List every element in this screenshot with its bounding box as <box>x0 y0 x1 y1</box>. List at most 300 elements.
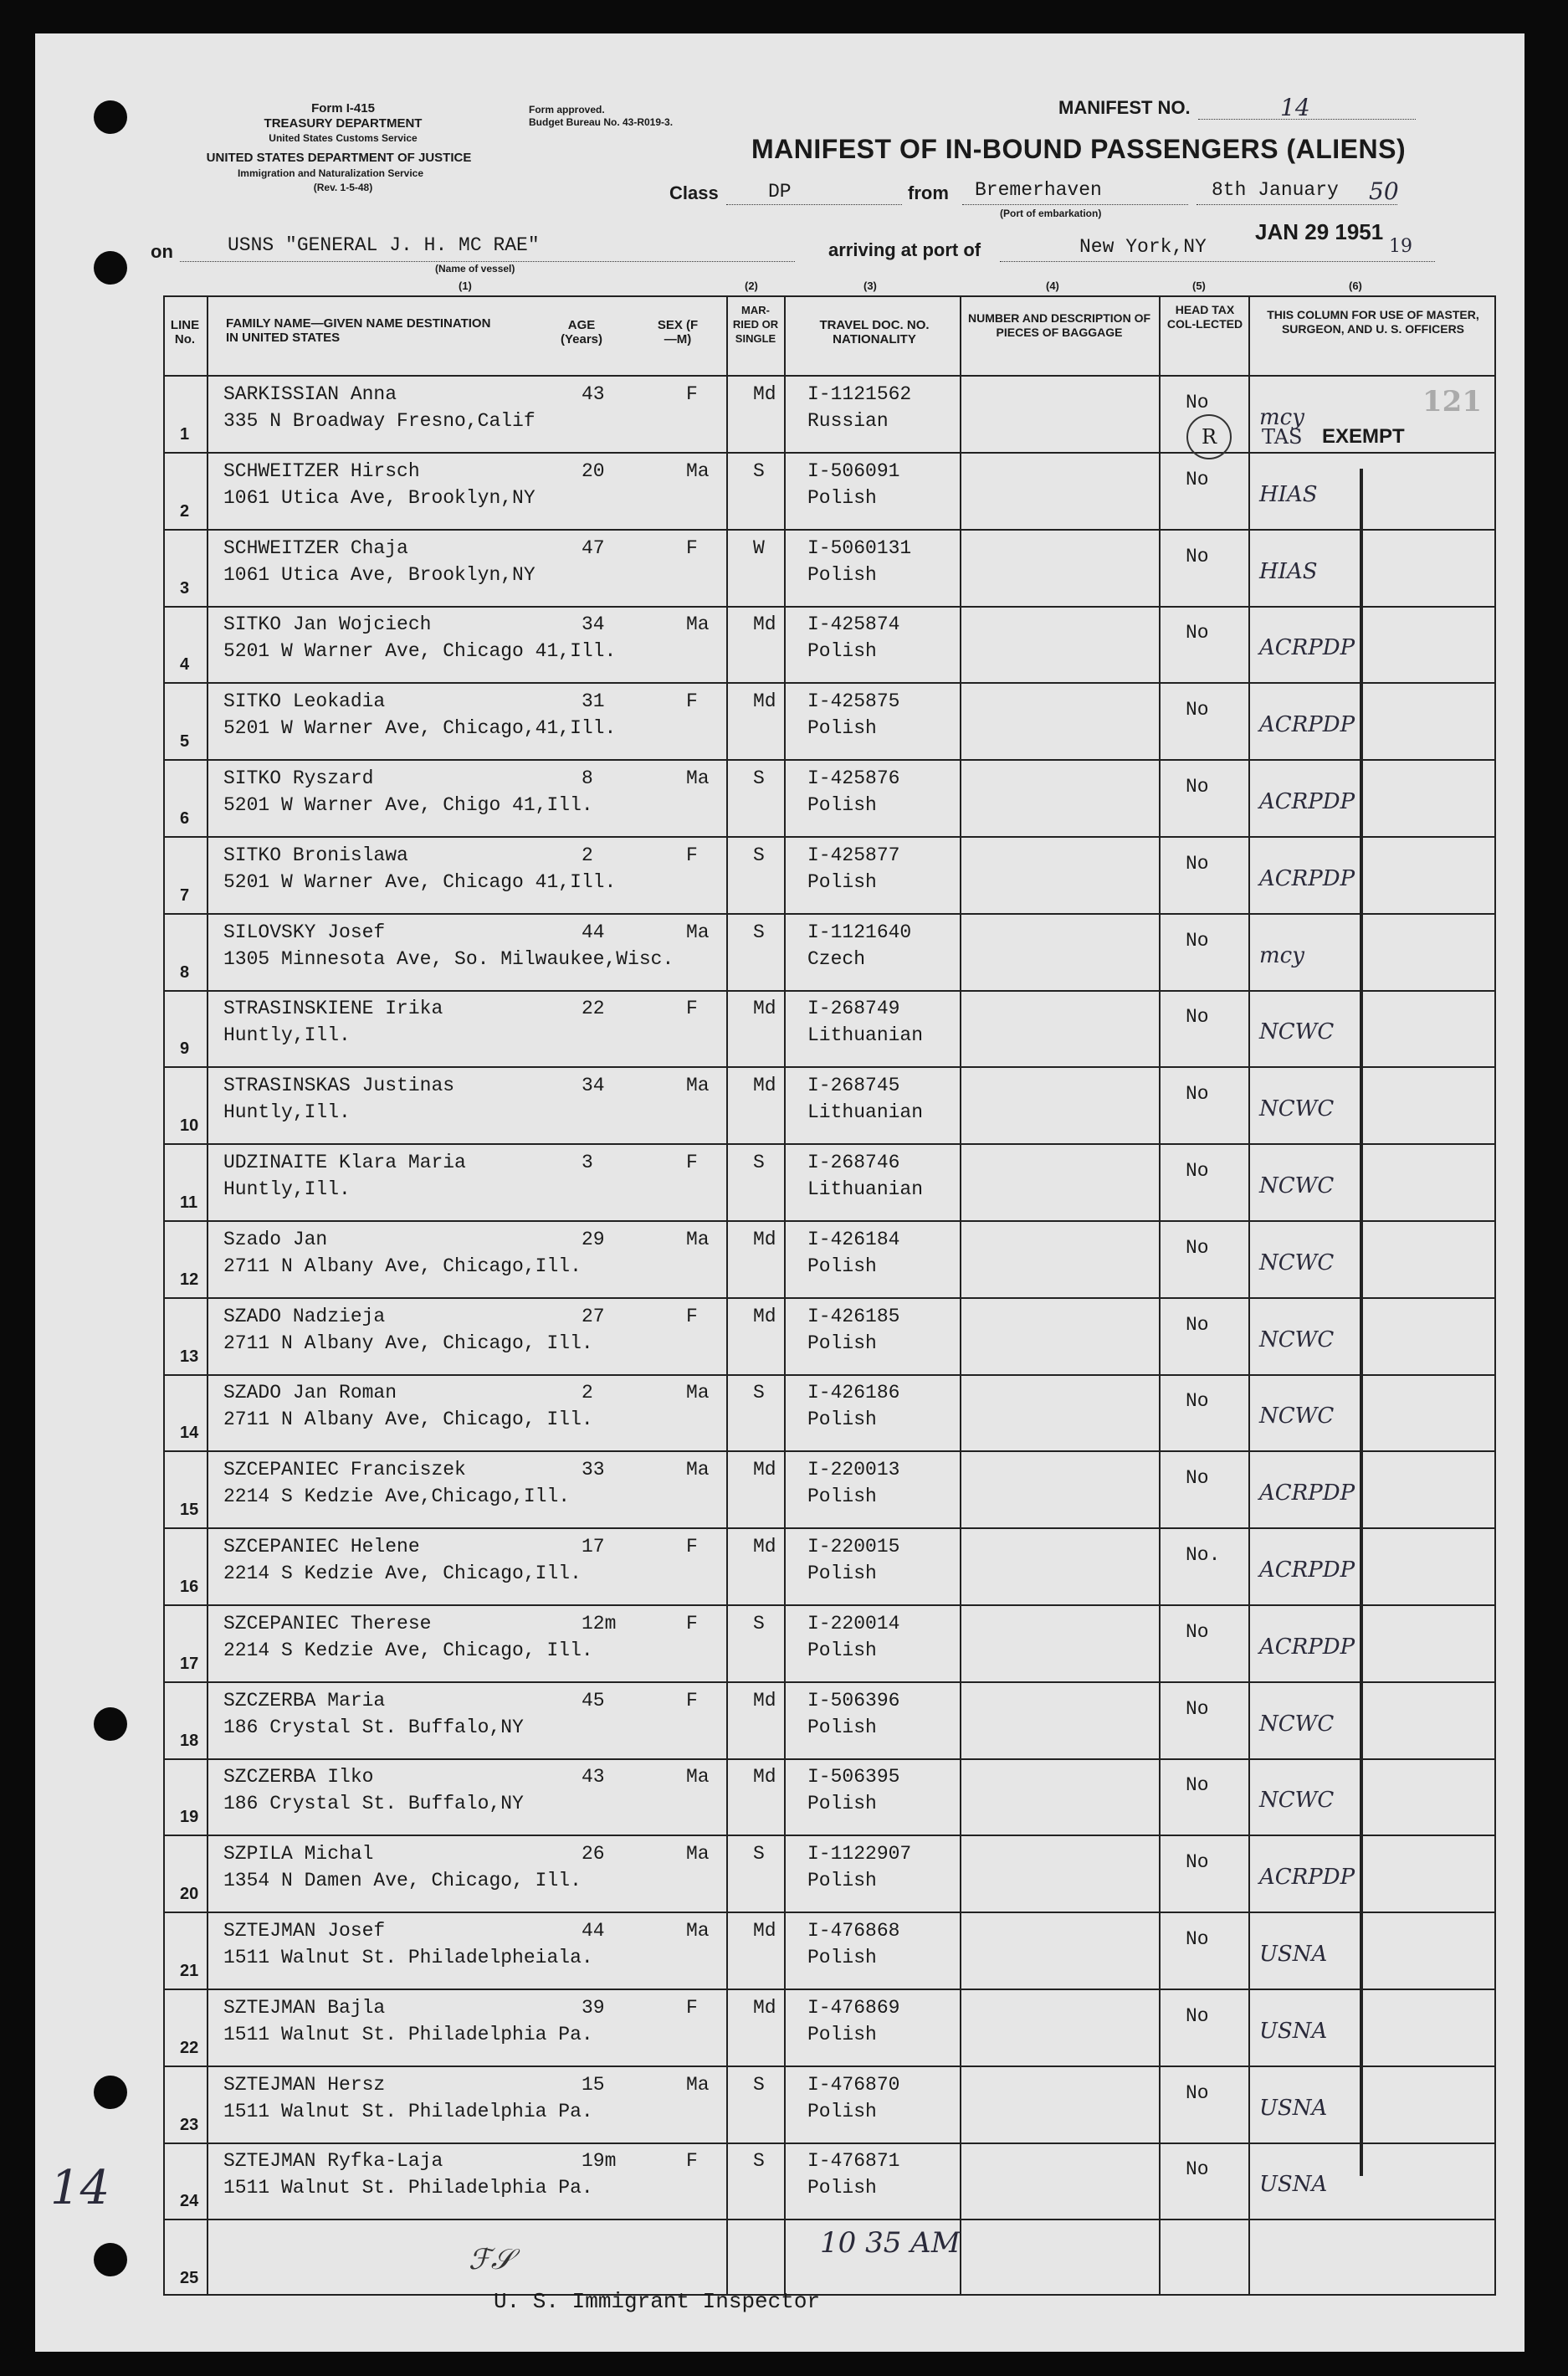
officer-note: NCWC <box>1259 1788 1335 1813</box>
treasury-dept: TREASURY DEPARTMENT <box>264 116 423 131</box>
head-tax: No <box>1186 2005 1209 2027</box>
sex: Ma <box>686 1843 710 1865</box>
line-number: 20 <box>180 1885 199 1903</box>
marital-status: S <box>753 1843 765 1865</box>
nationality: Lithuanian <box>807 1024 924 1046</box>
table-row <box>163 605 1496 684</box>
line-number: 7 <box>180 886 190 905</box>
officer-note: NCWC <box>1259 1096 1335 1121</box>
table-row <box>163 836 1496 915</box>
nationality: Polish <box>807 640 877 662</box>
sex: Ma <box>686 1382 710 1404</box>
officer-note: mcy <box>1259 943 1304 968</box>
age: 43 <box>582 1766 605 1788</box>
destination: 186 Crystal St. Buffalo,NY <box>223 1717 524 1738</box>
col-number-3: (3) <box>863 280 877 292</box>
binder-hole <box>94 2243 127 2276</box>
age: 29 <box>582 1229 605 1250</box>
marital-status: Md <box>753 690 776 712</box>
marital-status: Md <box>753 1075 776 1096</box>
nationality: Polish <box>807 1640 877 1661</box>
table-row <box>163 529 1496 608</box>
col-number-2: (2) <box>745 280 758 292</box>
destination: 335 N Broadway Fresno,Calif <box>223 410 535 432</box>
destination: Huntly,Ill. <box>223 1101 351 1123</box>
travel-doc-no: I-220013 <box>807 1459 900 1481</box>
line-number: 4 <box>180 655 190 674</box>
form-approved: Form approved. <box>529 104 605 115</box>
head-tax: No <box>1186 1698 1209 1720</box>
passenger-name: SARKISSIAN Anna <box>223 383 397 405</box>
passenger-name: SCHWEITZER Hirsch <box>223 460 420 482</box>
travel-doc-no: I-476868 <box>807 1920 900 1942</box>
marital-status: S <box>753 2150 765 2172</box>
head-tax: No <box>1186 1083 1209 1105</box>
nationality: Polish <box>807 564 877 586</box>
head-tax: No <box>1186 622 1209 644</box>
sex: F <box>686 1152 698 1173</box>
col-number-1: (1) <box>459 280 472 292</box>
sex: F <box>686 2150 698 2172</box>
col-header-headtax: HEAD TAX COL-LECTED <box>1166 303 1243 331</box>
destination: 2711 N Albany Ave, Chicago, Ill. <box>223 1409 593 1430</box>
passenger-name: SZADO Nadzieja <box>223 1306 386 1327</box>
binder-hole <box>94 2076 127 2109</box>
officer-note: ACRPDP <box>1259 1557 1355 1583</box>
officer-note: mcy <box>1259 405 1304 430</box>
r-circle: R <box>1186 414 1232 459</box>
officer-note: ACRPDP <box>1259 712 1355 737</box>
officer-note: ACRPDP <box>1259 866 1355 891</box>
destination: Huntly,Ill. <box>223 1178 351 1200</box>
table-row <box>163 1912 1496 1990</box>
sex: F <box>686 1997 698 2019</box>
sex: Ma <box>686 1075 710 1096</box>
officer-note: ACRPDP <box>1259 1481 1355 1506</box>
sex: Ma <box>686 460 710 482</box>
passenger-name: SZTEJMAN Josef <box>223 1920 386 1942</box>
marital-status: Md <box>753 1690 776 1711</box>
col-header-age: AGE (Years) <box>560 318 603 346</box>
sex: Ma <box>686 1229 710 1250</box>
marital-status: Md <box>753 1766 776 1788</box>
marital-status: S <box>753 2074 765 2096</box>
head-tax: No <box>1186 1774 1209 1796</box>
nationality: Polish <box>807 1947 877 1968</box>
age: 39 <box>582 1997 605 2019</box>
age: 47 <box>582 537 605 559</box>
line-number: 2 <box>180 502 190 521</box>
budget-bureau: Budget Bureau No. 43-R019-3. <box>529 116 674 128</box>
passenger-name: SZCEPANIEC Therese <box>223 1613 432 1634</box>
marital-status: S <box>753 1152 765 1173</box>
destination: 5201 W Warner Ave, Chicago 41,Ill. <box>223 640 617 662</box>
marital-status: Md <box>753 1997 776 2019</box>
passenger-name: SITKO Ryszard <box>223 767 374 789</box>
line-number: 14 <box>180 1424 199 1442</box>
col-header-family: FAMILY NAME—GIVEN NAME DESTINATION IN UNITED STATES <box>226 316 491 345</box>
sex: F <box>686 1536 698 1557</box>
officer-note: NCWC <box>1259 1173 1335 1198</box>
passenger-name: SCHWEITZER Chaja <box>223 537 408 559</box>
age: 31 <box>582 690 605 712</box>
ins-service: Immigration and Naturalization Service <box>237 167 424 179</box>
officer-note: USNA <box>1259 1942 1328 1967</box>
nationality: Russian <box>807 410 889 432</box>
head-tax: No <box>1186 1314 1209 1336</box>
travel-doc-no: I-506091 <box>807 460 900 482</box>
table-row <box>163 1373 1496 1452</box>
nationality: Czech <box>807 948 866 970</box>
col-number-6: (6) <box>1349 280 1362 292</box>
travel-doc-no: I-5060131 <box>807 537 912 559</box>
nationality: Polish <box>807 1717 877 1738</box>
destination: 2214 S Kedzie Ave, Chicago, Ill. <box>223 1640 593 1661</box>
age: 2 <box>582 1382 593 1404</box>
year-suffix: 19 <box>1389 236 1412 257</box>
officer-note: NCWC <box>1259 1250 1335 1275</box>
head-tax: No <box>1186 930 1209 952</box>
line-number: 22 <box>180 2039 199 2057</box>
travel-doc-no: I-220014 <box>807 1613 900 1634</box>
age: 3 <box>582 1152 593 1173</box>
officer-note: NCWC <box>1259 1404 1335 1429</box>
on-label: on <box>151 241 173 262</box>
destination: 1511 Walnut St. Philadelpheiala. <box>223 1947 593 1968</box>
travel-doc-no: I-268746 <box>807 1152 900 1173</box>
binder-hole <box>94 100 127 134</box>
marital-status: Md <box>753 613 776 635</box>
destination: 1354 N Damen Ave, Chicago, Ill. <box>223 1870 582 1891</box>
age: 34 <box>582 1075 605 1096</box>
inspector-signature: ℱ𝒮 <box>469 2243 514 2276</box>
line-number: 11 <box>180 1193 198 1212</box>
travel-doc-no: I-506395 <box>807 1766 900 1788</box>
from-label: from <box>908 182 949 203</box>
sex: Ma <box>686 1766 710 1788</box>
age: 22 <box>582 998 605 1019</box>
head-tax: No <box>1186 1621 1209 1643</box>
head-tax: No <box>1186 1928 1209 1950</box>
manifest-number: 14 <box>1280 94 1310 121</box>
nationality: Polish <box>807 2177 877 2199</box>
line-number: 23 <box>180 2116 199 2134</box>
vessel-note: (Name of vessel) <box>435 263 515 275</box>
officer-note: ACRPDP <box>1259 635 1355 660</box>
line-number: 3 <box>180 579 190 598</box>
table-row <box>163 682 1496 761</box>
table-row <box>163 2142 1496 2220</box>
sex: F <box>686 844 698 866</box>
col-header-sex: SEX (F—M) <box>657 318 699 346</box>
officer-note: ACRPDP <box>1259 789 1355 814</box>
manifest-title: MANIFEST OF IN-BOUND PASSENGERS (ALIENS) <box>751 134 1407 164</box>
destination: 1511 Walnut St. Philadelphia Pa. <box>223 2177 593 2199</box>
marital-status: Md <box>753 1920 776 1942</box>
passenger-name: SZADO Jan Roman <box>223 1382 397 1404</box>
port-line <box>1000 261 1435 262</box>
class-label: Class <box>669 182 719 203</box>
passenger-name: STRASINSKIENE Irika <box>223 998 443 1019</box>
justice-dept: UNITED STATES DEPARTMENT OF JUSTICE <box>206 151 472 165</box>
table-row <box>163 1758 1496 1836</box>
line-number: 5 <box>180 732 190 751</box>
officer-note: USNA <box>1259 2096 1328 2121</box>
sex: F <box>686 1613 698 1634</box>
age: 15 <box>582 2074 605 2096</box>
destination: 5201 W Warner Ave, Chicago,41,Ill. <box>223 717 617 739</box>
destination: 1511 Walnut St. Philadelphia Pa. <box>223 2024 593 2045</box>
customs-service: United States Customs Service <box>269 132 418 144</box>
page-number: 121 <box>1422 385 1482 418</box>
age: 12m <box>582 1613 617 1634</box>
sex: Ma <box>686 2074 710 2096</box>
age: 27 <box>582 1306 605 1327</box>
travel-doc-no: I-476871 <box>807 2150 900 2172</box>
nationality: Polish <box>807 1255 877 1277</box>
line-number: 13 <box>180 1347 199 1366</box>
travel-doc-no: I-426186 <box>807 1382 900 1404</box>
travel-doc-no: I-426185 <box>807 1306 900 1327</box>
head-tax: No <box>1186 1160 1209 1182</box>
col-header-line: LINE No. <box>170 318 200 346</box>
inspector-label: U. S. Immigrant Inspector <box>494 2289 821 2314</box>
nationality: Polish <box>807 1870 877 1891</box>
head-tax: No <box>1186 1851 1209 1873</box>
table-row <box>163 452 1496 531</box>
travel-doc-no: I-220015 <box>807 1536 900 1557</box>
head-tax: No <box>1186 392 1209 413</box>
col-number-4: (4) <box>1046 280 1059 292</box>
nationality: Polish <box>807 2024 877 2045</box>
passenger-name: SZTEJMAN Hersz <box>223 2074 386 2096</box>
vessel-name: USNS "GENERAL J. H. MC RAE" <box>228 234 540 256</box>
destination: 1305 Minnesota Ave, So. Milwaukee,Wisc. <box>223 948 674 970</box>
travel-doc-no: I-426184 <box>807 1229 900 1250</box>
marital-status: Md <box>753 383 776 405</box>
travel-doc-no: I-425876 <box>807 767 900 789</box>
class-value: DP <box>768 181 792 203</box>
age: 17 <box>582 1536 605 1557</box>
line-number: 25 <box>180 2269 199 2287</box>
marital-status: Md <box>753 1306 776 1327</box>
marital-status: S <box>753 460 765 482</box>
col-header-married: MAR-RIED OR SINGLE <box>732 304 779 345</box>
embark-port: Bremerhaven <box>975 179 1102 201</box>
passenger-name: SZTEJMAN Bajla <box>223 1997 386 2019</box>
destination: 1061 Utica Ave, Brooklyn,NY <box>223 487 535 509</box>
line-number: 24 <box>180 2192 199 2210</box>
sex: Ma <box>686 613 710 635</box>
passenger-name: SITKO Jan Wojciech <box>223 613 432 635</box>
marital-status: S <box>753 767 765 789</box>
sex: F <box>686 690 698 712</box>
sex: Ma <box>686 1920 710 1942</box>
col-number-5: (5) <box>1192 280 1206 292</box>
age: 33 <box>582 1459 605 1481</box>
destination: 1061 Utica Ave, Brooklyn,NY <box>223 564 535 586</box>
line-number: 15 <box>180 1501 199 1519</box>
nationality: Lithuanian <box>807 1178 924 1200</box>
head-tax: No <box>1186 1390 1209 1412</box>
sex: F <box>686 537 698 559</box>
nationality: Polish <box>807 2101 877 2122</box>
passenger-name: SITKO Leokadia <box>223 690 386 712</box>
table-row <box>163 913 1496 992</box>
officer-note: NCWC <box>1259 1711 1335 1737</box>
col-header-officers: THIS COLUMN FOR USE OF MASTER, SURGEON, AND U. S. OFFICERS <box>1267 308 1479 336</box>
sex: Ma <box>686 1459 710 1481</box>
passenger-name: SITKO Bronislawa <box>223 844 408 866</box>
from-line <box>962 204 1188 205</box>
destination: 2711 N Albany Ave, Chicago,Ill. <box>223 1255 582 1277</box>
col-header-baggage: NUMBER AND DESCRIPTION OF PIECES OF BAGGAGE <box>967 311 1151 339</box>
passenger-name: SZPILA Michal <box>223 1843 374 1865</box>
manifest-label: MANIFEST NO. <box>1058 97 1191 118</box>
destination: 5201 W Warner Ave, Chigo 41,Ill. <box>223 794 593 816</box>
marital-status: S <box>753 1382 765 1404</box>
travel-doc-no: I-425874 <box>807 613 900 635</box>
head-tax: No <box>1186 853 1209 875</box>
age: 44 <box>582 1920 605 1942</box>
table-row <box>163 1450 1496 1529</box>
sex: F <box>686 1690 698 1711</box>
travel-doc-no: I-506396 <box>807 1690 900 1711</box>
marital-status: S <box>753 844 765 866</box>
head-tax: No <box>1186 2158 1209 2180</box>
departure-year: 50 <box>1369 177 1399 205</box>
age: 8 <box>582 767 593 789</box>
head-tax: No. <box>1186 1544 1221 1566</box>
binder-hole <box>94 1707 127 1741</box>
line-number: 16 <box>180 1578 199 1596</box>
officer-note: ACRPDP <box>1259 1634 1355 1660</box>
passenger-name: SZCEPANIEC Franciszek <box>223 1459 466 1481</box>
travel-doc-no: I-268745 <box>807 1075 900 1096</box>
line-number: 6 <box>180 809 190 828</box>
line-number: 21 <box>180 1962 199 1980</box>
travel-doc-no: I-476869 <box>807 1997 900 2019</box>
officer-note: HIAS <box>1259 482 1318 507</box>
table-row <box>163 989 1496 1068</box>
head-tax: No <box>1186 699 1209 721</box>
travel-doc-no: I-425877 <box>807 844 900 866</box>
marital-status: Md <box>753 1229 776 1250</box>
age: 2 <box>582 844 593 866</box>
officer-bracket-line <box>1360 469 1363 2176</box>
nationality: Polish <box>807 1793 877 1814</box>
line-number: 19 <box>180 1808 199 1826</box>
passenger-name: SZCZERBA Ilko <box>223 1766 374 1788</box>
class-line <box>726 204 902 205</box>
travel-doc-no: I-1121562 <box>807 383 912 405</box>
arrival-port: New York,NY <box>1079 236 1207 258</box>
passenger-name: SZCEPANIEC Helene <box>223 1536 420 1557</box>
line-number: 9 <box>180 1039 190 1058</box>
nationality: Polish <box>807 1563 877 1584</box>
line-number: 18 <box>180 1732 199 1750</box>
table-row <box>163 1297 1496 1376</box>
destination: 1511 Walnut St. Philadelphia Pa. <box>223 2101 593 2122</box>
officer-note: ACRPDP <box>1259 1865 1355 1890</box>
exempt-stamp: EXEMPT <box>1322 425 1405 448</box>
travel-doc-no: I-1121640 <box>807 921 912 943</box>
line-number: 1 <box>180 425 190 444</box>
nationality: Polish <box>807 871 877 893</box>
col-header-travel: TRAVEL DOC. NO. NATIONALITY <box>819 318 930 346</box>
marital-status: S <box>753 921 765 943</box>
head-tax: No <box>1186 1006 1209 1028</box>
binder-hole <box>94 251 127 285</box>
marital-status: W <box>753 537 765 559</box>
destination: 5201 W Warner Ave, Chicago 41,Ill. <box>223 871 617 893</box>
nationality: Polish <box>807 717 877 739</box>
age: 44 <box>582 921 605 943</box>
tas-initials: TAS <box>1262 425 1303 449</box>
nationality: Polish <box>807 1409 877 1430</box>
line-number: 17 <box>180 1655 199 1673</box>
date-line <box>1196 204 1397 205</box>
age: 34 <box>582 613 605 635</box>
table-row <box>163 1989 1496 2067</box>
age: 20 <box>582 460 605 482</box>
sex: Ma <box>686 767 710 789</box>
age: 43 <box>582 383 605 405</box>
nationality: Polish <box>807 1332 877 1354</box>
table-row <box>163 1604 1496 1683</box>
table-row <box>163 1143 1496 1222</box>
head-tax: No <box>1186 2082 1209 2104</box>
marital-status: Md <box>753 1459 776 1481</box>
officer-note: HIAS <box>1259 559 1318 584</box>
age: 45 <box>582 1690 605 1711</box>
age: 26 <box>582 1843 605 1865</box>
officer-note: NCWC <box>1259 1019 1335 1044</box>
passenger-name: SILOVSKY Josef <box>223 921 386 943</box>
passenger-name: UDZINAITE Klara Maria <box>223 1152 466 1173</box>
head-tax: No <box>1186 1237 1209 1259</box>
table-row <box>163 759 1496 838</box>
vessel-line <box>180 261 795 262</box>
arrival-time: 10 35 AM <box>820 2226 961 2260</box>
sex: F <box>686 383 698 405</box>
table-row <box>163 1220 1496 1299</box>
embark-note: (Port of embarkation) <box>1000 208 1102 219</box>
form-rev: (Rev. 1-5-48) <box>313 182 373 193</box>
marital-status: Md <box>753 998 776 1019</box>
sex: Ma <box>686 921 710 943</box>
line-number: 10 <box>180 1116 199 1135</box>
table-row <box>163 1527 1496 1606</box>
passenger-name: SZCZERBA Maria <box>223 1690 386 1711</box>
sex: F <box>686 1306 698 1327</box>
marital-status: S <box>753 1613 765 1634</box>
head-tax: No <box>1186 469 1209 490</box>
arrival-date-stamp: JAN 29 1951 <box>1255 219 1384 244</box>
officer-note: NCWC <box>1259 1327 1335 1352</box>
passenger-name: STRASINSKAS Justinas <box>223 1075 455 1096</box>
destination: 2214 S Kedzie Ave, Chicago,Ill. <box>223 1563 582 1584</box>
passenger-name: Szado Jan <box>223 1229 328 1250</box>
passenger-name: SZTEJMAN Ryfka-Laja <box>223 2150 443 2172</box>
travel-doc-no: I-1122907 <box>807 1843 912 1865</box>
age: 19m <box>582 2150 617 2172</box>
table-row <box>163 2066 1496 2144</box>
line-number: 12 <box>180 1270 199 1289</box>
marital-status: Md <box>753 1536 776 1557</box>
officer-note: USNA <box>1259 2019 1328 2044</box>
destination: 186 Crystal St. Buffalo,NY <box>223 1793 524 1814</box>
